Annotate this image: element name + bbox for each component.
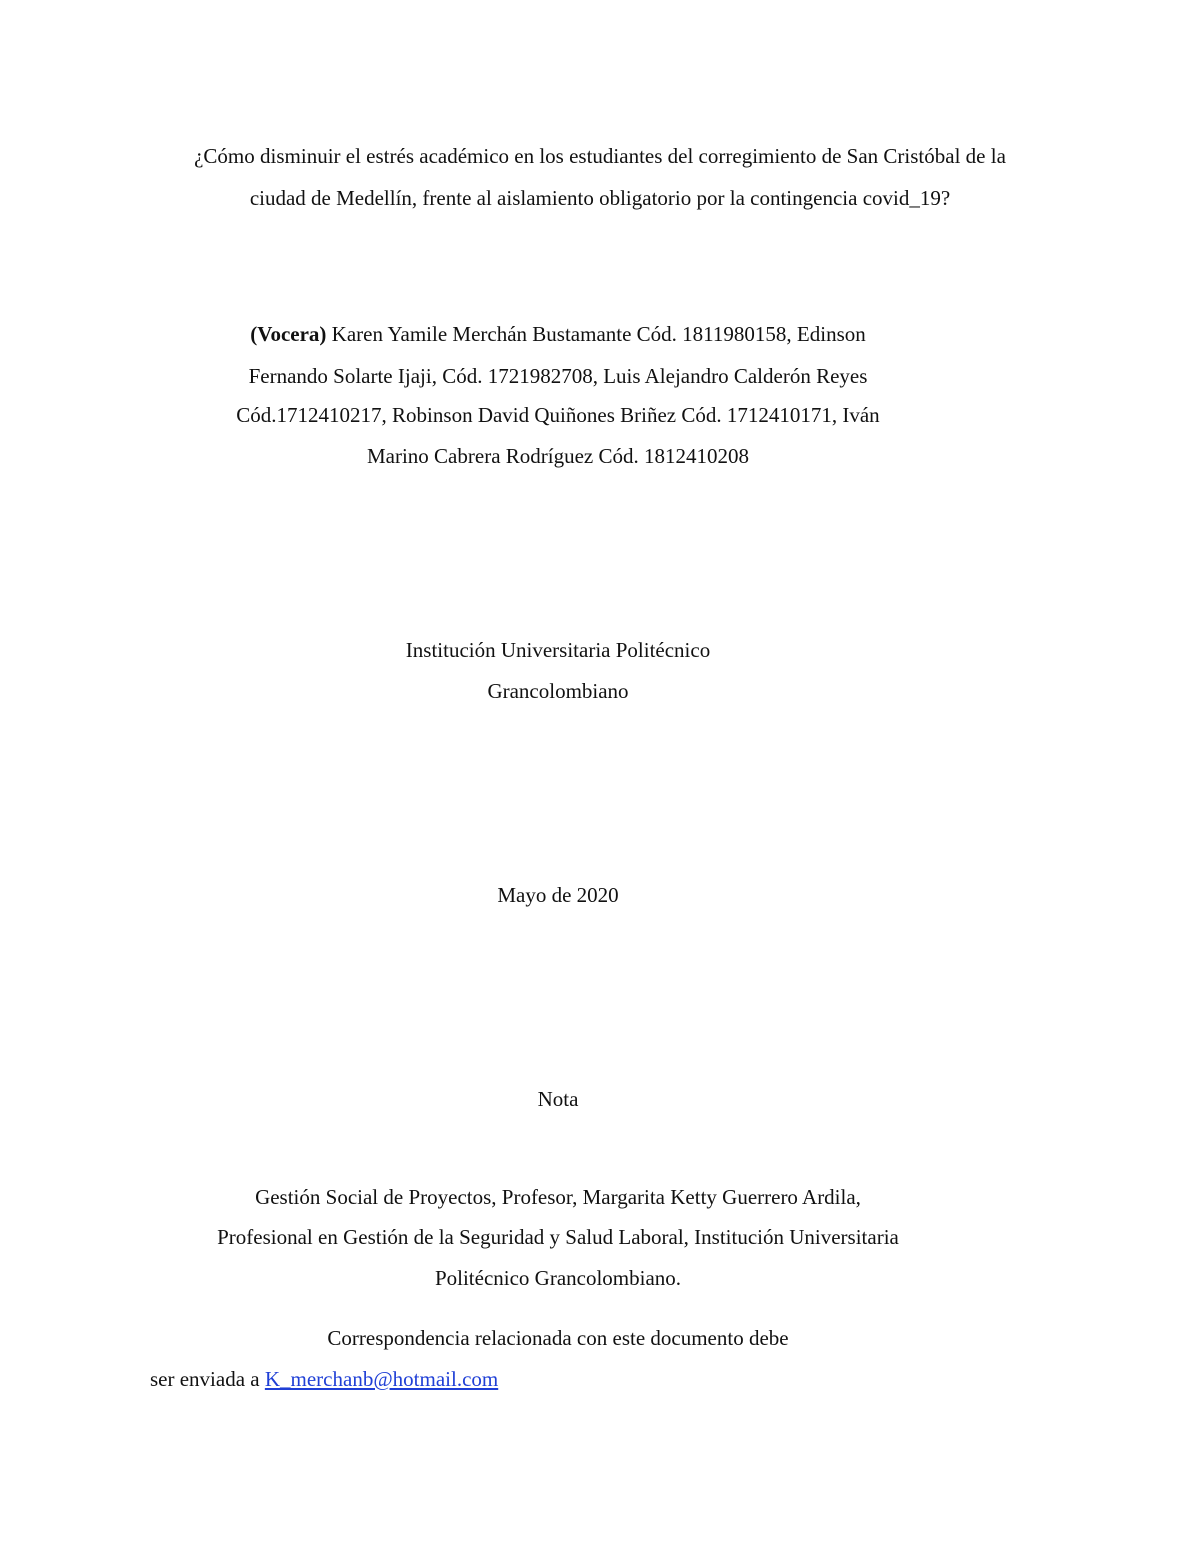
note-heading: Nota	[537, 1087, 579, 1111]
authors-line-4: Marino Cabrera Rodríguez Cód. 1812410208	[366, 444, 749, 468]
correspondence-line-2	[150, 1369, 498, 1390]
authors-line-3: Cód.1712410217, Robinson David Quiñones Briñez Cód. 1712410171, Iván	[236, 403, 880, 427]
note-line-1: Gestión Social de Proyectos, Profesor, Margarita Ketty Guerrero Ardila,	[255, 1185, 861, 1209]
author-role: (Vocera)	[250, 322, 327, 346]
authors-line-1	[0, 324, 1116, 345]
email-link[interactable]: K_merchanb@hotmail.com	[264, 1367, 499, 1391]
authors-line-2: Fernando Solarte Ijaji, Cód. 1721982708, Luis Alejandro Calderón Reyes	[248, 364, 868, 388]
correspondence-prefix: ser enviada a	[150, 1367, 265, 1391]
institution-line-2: Grancolombiano	[487, 679, 629, 703]
institution-line-1: Institución Universitaria Politécnico	[405, 638, 711, 662]
document-date: Mayo de 2020	[497, 883, 619, 907]
note-line-3: Politécnico Grancolombiano.	[434, 1266, 682, 1290]
note-line-2: Profesional en Gestión de la Seguridad y Salud Laboral, Institución Universitaria	[217, 1225, 899, 1249]
authors-line-1-text: Karen Yamile Merchán Bustamante Cód. 1811980158, Edinson	[326, 322, 866, 346]
title-line-2: ciudad de Medellín, frente al aislamiento obligatorio por la contingencia covid_19?	[249, 186, 951, 210]
title-line-1: ¿Cómo disminuir el estrés académico en los estudiantes del corregimiento de San Cristóbal de la	[194, 144, 1006, 168]
correspondence-line-1: Correspondencia relacionada con este documento debe	[327, 1326, 789, 1350]
